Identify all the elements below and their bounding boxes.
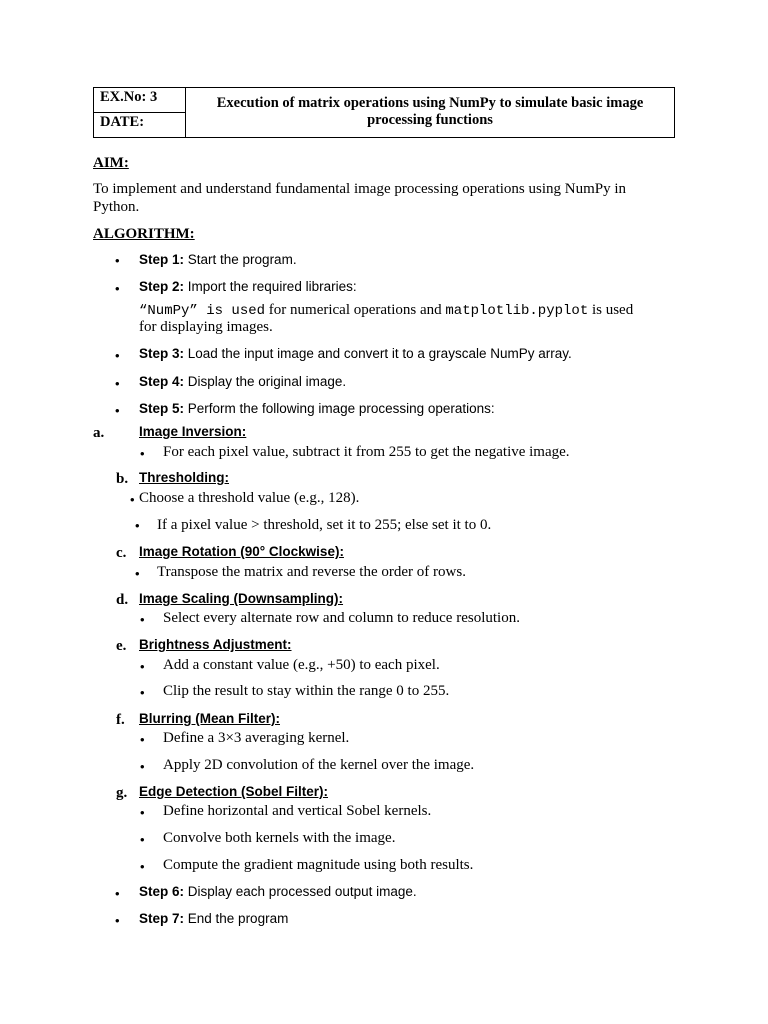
op-a-letter: a. [93, 425, 105, 441]
op-b-item-1: Choose a threshold value (e.g., 128). [139, 490, 360, 506]
step-2-label: Step 2: [139, 279, 185, 294]
bullet: • [140, 446, 145, 461]
header-table [93, 87, 675, 138]
op-f-title: Blurring (Mean Filter): [139, 711, 280, 726]
bullet: • [115, 913, 120, 928]
step-1-label: Step 1: [139, 252, 185, 267]
step-2-line2 [139, 301, 633, 319]
header-divider [94, 112, 185, 113]
matplotlib-code: matplotlib.pyplot [445, 303, 589, 319]
aim-text-line2: Python. [93, 199, 140, 215]
header-left-column [94, 88, 186, 137]
step-4 [139, 374, 346, 389]
op-f-item-2: Apply 2D convolution of the kernel over the image. [163, 757, 475, 773]
op-g-letter: g. [116, 785, 128, 801]
date-label: DATE: [100, 114, 145, 130]
op-e-item-1: Add a constant value (e.g., +50) to each pixel. [163, 657, 440, 673]
bullet: • [115, 376, 120, 391]
op-b-title: Thresholding: [139, 470, 229, 485]
op-e-item-2: Clip the result to stay within the range 0 to 255. [163, 683, 450, 699]
step-1-text: Start the program. [184, 252, 297, 267]
op-f-letter: f. [116, 712, 125, 728]
op-g-item-1: Define horizontal and vertical Sobel kernels. [163, 803, 432, 819]
op-e-title: Brightness Adjustment: [139, 637, 292, 652]
op-a-title: Image Inversion: [139, 424, 247, 439]
bullet: • [135, 566, 140, 581]
bullet: • [140, 612, 145, 627]
step-6-label: Step 6: [139, 884, 185, 899]
step-7 [139, 911, 288, 926]
op-d-item-1: Select every alternate row and column to reduce resolution. [163, 610, 520, 626]
numpy-code: “NumPy” is used [139, 303, 266, 319]
op-b-letter: b. [116, 471, 129, 487]
bullet: • [115, 348, 120, 363]
algorithm-heading: ALGORITHM: [93, 226, 195, 242]
bullet: • [140, 685, 145, 700]
step-5-text: Perform the following image processing operations: [184, 401, 495, 416]
step-7-text: End the program [184, 911, 289, 926]
op-c-title: Image Rotation (90° Clockwise): [139, 544, 344, 559]
step-2-mid-text: for numerical operations and [265, 302, 446, 318]
step-6-text: Display each processed output image. [184, 884, 417, 899]
bullet: • [135, 518, 140, 533]
experiment-title: Execution of matrix operations using NumPy to simulate basic image processing functions [216, 95, 644, 128]
step-3 [139, 346, 572, 361]
aim-heading: AIM: [93, 155, 129, 171]
bullet: • [115, 886, 120, 901]
bullet: • [115, 281, 120, 296]
op-c-letter: c. [116, 545, 127, 561]
op-f-item-1: Define a 3×3 averaging kernel. [163, 730, 350, 746]
ex-no-label: EX.No: 3 [100, 89, 158, 105]
bullet: • [140, 805, 145, 820]
step-2-end-text: is used [588, 302, 634, 318]
step-7-label: Step 7: [139, 911, 185, 926]
step-4-label: Step 4: [139, 374, 185, 389]
op-e-letter: e. [116, 638, 127, 654]
step-6 [139, 884, 417, 899]
step-2 [139, 279, 357, 294]
op-g-item-2: Convolve both kernels with the image. [163, 830, 396, 846]
bullet: • [115, 403, 120, 418]
bullet: • [115, 253, 120, 268]
bullet: • [140, 759, 145, 774]
op-d-letter: d. [116, 592, 129, 608]
aim-text-line1: To implement and understand fundamental image processing operations using NumPy in [93, 181, 627, 197]
op-c-item-1: Transpose the matrix and reverse the order of rows. [157, 564, 466, 580]
step-3-label: Step 3: [139, 346, 185, 361]
op-a-item-1: For each pixel value, subtract it from 255 to get the negative image. [163, 444, 570, 460]
bullet: • [140, 659, 145, 674]
op-g-title: Edge Detection (Sobel Filter): [139, 784, 329, 799]
step-2-text: Import the required libraries: [184, 279, 357, 294]
bullet: • [140, 732, 145, 747]
step-1 [139, 252, 297, 267]
step-2-line3: for displaying images. [139, 319, 273, 335]
bullet: • [140, 832, 145, 847]
step-4-text: Display the original image. [184, 374, 347, 389]
step-5-label: Step 5: [139, 401, 185, 416]
op-g-item-3: Compute the gradient magnitude using both results. [163, 857, 474, 873]
step-3-text: Load the input image and convert it to a grayscale NumPy array. [184, 346, 572, 361]
step-5 [139, 401, 495, 416]
bullet: • [130, 492, 135, 507]
op-d-title: Image Scaling (Downsampling): [139, 591, 344, 606]
bullet: • [140, 859, 145, 874]
op-b-item-2: If a pixel value > threshold, set it to 255; else set it to 0. [157, 517, 492, 533]
